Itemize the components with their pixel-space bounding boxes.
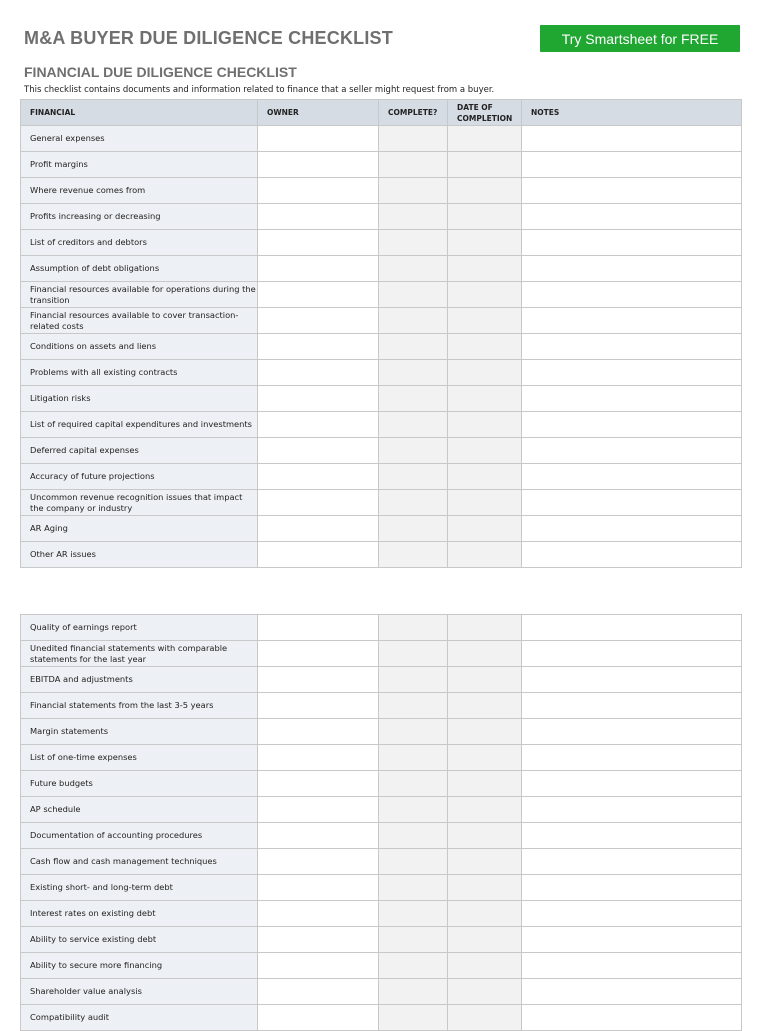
notes-cell[interactable] — [522, 771, 742, 797]
complete-cell[interactable] — [379, 256, 448, 282]
complete-cell[interactable] — [379, 412, 448, 438]
checklist-item-label: Financial resources available for operations during the transition — [21, 282, 258, 308]
complete-cell[interactable] — [379, 745, 448, 771]
complete-cell[interactable] — [379, 386, 448, 412]
complete-cell[interactable] — [379, 490, 448, 516]
table-row — [21, 464, 742, 490]
date-of-completion-cell[interactable] — [448, 386, 522, 412]
column-header-date-of-completion: DATE OF COMPLETION — [448, 100, 522, 126]
checklist-item-label: Problems with all existing contracts — [21, 360, 258, 386]
checklist-item-label: Where revenue comes from — [21, 178, 258, 204]
owner-cell[interactable] — [258, 464, 379, 490]
complete-cell[interactable] — [379, 927, 448, 953]
complete-cell[interactable] — [379, 308, 448, 334]
owner-cell[interactable] — [258, 693, 379, 719]
checklist-item-label: Documentation of accounting procedures — [21, 823, 258, 849]
complete-cell[interactable] — [379, 693, 448, 719]
table-row — [21, 849, 742, 875]
complete-cell[interactable] — [379, 823, 448, 849]
date-of-completion-cell[interactable] — [448, 334, 522, 360]
table-row — [21, 152, 742, 178]
notes-cell[interactable] — [522, 927, 742, 953]
date-of-completion-cell[interactable] — [448, 282, 522, 308]
table-row — [21, 901, 742, 927]
complete-cell[interactable] — [379, 542, 448, 568]
notes-cell[interactable] — [522, 360, 742, 386]
date-of-completion-cell[interactable] — [448, 360, 522, 386]
owner-cell[interactable] — [258, 823, 379, 849]
complete-cell[interactable] — [379, 230, 448, 256]
table-row — [21, 334, 742, 360]
checklist-item-label: AR Aging — [21, 516, 258, 542]
date-of-completion-cell[interactable] — [448, 745, 522, 771]
date-of-completion-cell[interactable] — [448, 875, 522, 901]
complete-cell[interactable] — [379, 438, 448, 464]
date-of-completion-cell[interactable] — [448, 542, 522, 568]
complete-cell[interactable] — [379, 360, 448, 386]
owner-cell[interactable] — [258, 412, 379, 438]
complete-cell[interactable] — [379, 719, 448, 745]
table-row — [21, 953, 742, 979]
table-row — [21, 1005, 742, 1031]
date-of-completion-cell[interactable] — [448, 230, 522, 256]
complete-cell[interactable] — [379, 282, 448, 308]
notes-cell[interactable] — [522, 823, 742, 849]
owner-cell[interactable] — [258, 334, 379, 360]
checklist-item-label: Financial resources available to cover transaction-related costs — [21, 308, 258, 334]
table-row — [21, 797, 742, 823]
date-of-completion-cell[interactable] — [448, 1005, 522, 1031]
owner-cell[interactable] — [258, 282, 379, 308]
date-of-completion-cell[interactable] — [448, 667, 522, 693]
table-row — [21, 771, 742, 797]
owner-cell[interactable] — [258, 542, 379, 568]
owner-cell[interactable] — [258, 615, 379, 641]
complete-cell[interactable] — [379, 667, 448, 693]
owner-cell[interactable] — [258, 178, 379, 204]
date-of-completion-cell[interactable] — [448, 308, 522, 334]
table-row — [21, 516, 742, 542]
date-of-completion-cell[interactable] — [448, 152, 522, 178]
date-of-completion-cell[interactable] — [448, 412, 522, 438]
owner-cell[interactable] — [258, 641, 379, 667]
owner-cell[interactable] — [258, 719, 379, 745]
checklist-item-label: AP schedule — [21, 797, 258, 823]
notes-cell[interactable] — [522, 641, 742, 667]
complete-cell[interactable] — [379, 849, 448, 875]
table-row — [21, 438, 742, 464]
checklist-item-label: Cash flow and cash management techniques — [21, 849, 258, 875]
complete-cell[interactable] — [379, 152, 448, 178]
complete-cell[interactable] — [379, 615, 448, 641]
notes-cell[interactable] — [522, 464, 742, 490]
checklist-item-label: Quality of earnings report — [21, 615, 258, 641]
notes-cell[interactable] — [522, 204, 742, 230]
date-of-completion-cell[interactable] — [448, 464, 522, 490]
table-row — [21, 490, 742, 516]
complete-cell[interactable] — [379, 516, 448, 542]
notes-cell[interactable] — [522, 797, 742, 823]
section-subtitle: FINANCIAL DUE DILIGENCE CHECKLIST — [24, 64, 297, 80]
owner-cell[interactable] — [258, 438, 379, 464]
notes-cell[interactable] — [522, 178, 742, 204]
checklist-item-label: Assumption of debt obligations — [21, 256, 258, 282]
date-of-completion-cell[interactable] — [448, 204, 522, 230]
checklist-description: This checklist contains documents and information related to finance that a seller might request from a buyer. — [24, 85, 495, 95]
table-row — [21, 308, 742, 334]
complete-cell[interactable] — [379, 126, 448, 152]
date-of-completion-cell[interactable] — [448, 615, 522, 641]
notes-cell[interactable] — [522, 516, 742, 542]
complete-cell[interactable] — [379, 953, 448, 979]
table-row — [21, 256, 742, 282]
checklist-item-label: Ability to service existing debt — [21, 927, 258, 953]
notes-cell[interactable] — [522, 901, 742, 927]
date-of-completion-cell[interactable] — [448, 927, 522, 953]
date-of-completion-cell[interactable] — [448, 641, 522, 667]
checklist-item-label: Ability to secure more financing — [21, 953, 258, 979]
table-row — [21, 615, 742, 641]
checklist-item-label: Existing short- and long-term debt — [21, 875, 258, 901]
checklist-item-label: General expenses — [21, 126, 258, 152]
checklist-item-label: Other AR issues — [21, 542, 258, 568]
table-row — [21, 823, 742, 849]
notes-cell[interactable] — [522, 490, 742, 516]
owner-cell[interactable] — [258, 849, 379, 875]
notes-cell[interactable] — [522, 542, 742, 568]
checklist-item-label: Future budgets — [21, 771, 258, 797]
table-row — [21, 875, 742, 901]
table-row — [21, 178, 742, 204]
date-of-completion-cell[interactable] — [448, 953, 522, 979]
page-title: M&A BUYER DUE DILIGENCE CHECKLIST — [24, 28, 393, 48]
notes-cell[interactable] — [522, 953, 742, 979]
owner-cell[interactable] — [258, 308, 379, 334]
column-header-notes: NOTES — [522, 100, 742, 126]
complete-cell[interactable] — [379, 771, 448, 797]
notes-cell[interactable] — [522, 152, 742, 178]
notes-cell[interactable] — [522, 693, 742, 719]
date-of-completion-cell[interactable] — [448, 771, 522, 797]
complete-cell[interactable] — [379, 641, 448, 667]
column-header-financial: FINANCIAL — [21, 100, 258, 126]
notes-cell[interactable] — [522, 256, 742, 282]
table-row — [21, 719, 742, 745]
owner-cell[interactable] — [258, 516, 379, 542]
complete-cell[interactable] — [379, 901, 448, 927]
checklist-item-label: Margin statements — [21, 719, 258, 745]
complete-cell[interactable] — [379, 334, 448, 360]
checklist-item-label: Financial statements from the last 3-5 years — [21, 693, 258, 719]
table-row — [21, 386, 742, 412]
table-row — [21, 282, 742, 308]
notes-cell[interactable] — [522, 719, 742, 745]
date-of-completion-cell[interactable] — [448, 178, 522, 204]
checklist-table-1 — [20, 99, 742, 568]
owner-cell[interactable] — [258, 979, 379, 1005]
owner-cell[interactable] — [258, 256, 379, 282]
complete-cell[interactable] — [379, 797, 448, 823]
notes-cell[interactable] — [522, 979, 742, 1005]
owner-cell[interactable] — [258, 745, 379, 771]
date-of-completion-cell[interactable] — [448, 849, 522, 875]
try-smartsheet-button[interactable]: Try Smartsheet for FREE — [540, 25, 740, 52]
owner-cell[interactable] — [258, 875, 379, 901]
owner-cell[interactable] — [258, 230, 379, 256]
table-row — [21, 745, 742, 771]
notes-cell[interactable] — [522, 386, 742, 412]
checklist-item-label: List of creditors and debtors — [21, 230, 258, 256]
notes-cell[interactable] — [522, 438, 742, 464]
complete-cell[interactable] — [379, 204, 448, 230]
date-of-completion-cell[interactable] — [448, 693, 522, 719]
notes-cell[interactable] — [522, 308, 742, 334]
complete-cell[interactable] — [379, 464, 448, 490]
table-row — [21, 412, 742, 438]
date-of-completion-cell[interactable] — [448, 256, 522, 282]
checklist-item-label: Deferred capital expenses — [21, 438, 258, 464]
checklist-item-label: List of required capital expenditures and investments — [21, 412, 258, 438]
checklist-item-label: List of one-time expenses — [21, 745, 258, 771]
owner-cell[interactable] — [258, 953, 379, 979]
checklist-item-label: Litigation risks — [21, 386, 258, 412]
checklist-item-label: Conditions on assets and liens — [21, 334, 258, 360]
checklist-item-label: Compatibility audit — [21, 1005, 258, 1031]
checklist-item-label: Uncommon revenue recognition issues that impact the company or industry — [21, 490, 258, 516]
complete-cell[interactable] — [379, 875, 448, 901]
notes-cell[interactable] — [522, 615, 742, 641]
checklist-item-label: Shareholder value analysis — [21, 979, 258, 1005]
checklist-item-label: Accuracy of future projections — [21, 464, 258, 490]
notes-cell[interactable] — [522, 412, 742, 438]
owner-cell[interactable] — [258, 901, 379, 927]
table-row — [21, 927, 742, 953]
complete-cell[interactable] — [379, 1005, 448, 1031]
checklist-item-label: Interest rates on existing debt — [21, 901, 258, 927]
checklist-table-2 — [20, 614, 742, 1031]
date-of-completion-cell[interactable] — [448, 490, 522, 516]
owner-cell[interactable] — [258, 771, 379, 797]
date-of-completion-cell[interactable] — [448, 516, 522, 542]
checklist-item-label: Unedited financial statements with comparable statements for the last year — [21, 641, 258, 667]
date-of-completion-cell[interactable] — [448, 979, 522, 1005]
owner-cell[interactable] — [258, 797, 379, 823]
table-row — [21, 126, 742, 152]
table-row — [21, 693, 742, 719]
notes-cell[interactable] — [522, 126, 742, 152]
complete-cell[interactable] — [379, 979, 448, 1005]
owner-cell[interactable] — [258, 667, 379, 693]
checklist-item-label: Profit margins — [21, 152, 258, 178]
owner-cell[interactable] — [258, 152, 379, 178]
table-row — [21, 641, 742, 667]
owner-cell[interactable] — [258, 126, 379, 152]
date-of-completion-cell[interactable] — [448, 438, 522, 464]
notes-cell[interactable] — [522, 334, 742, 360]
owner-cell[interactable] — [258, 927, 379, 953]
date-of-completion-cell[interactable] — [448, 719, 522, 745]
owner-cell[interactable] — [258, 360, 379, 386]
owner-cell[interactable] — [258, 386, 379, 412]
owner-cell[interactable] — [258, 1005, 379, 1031]
notes-cell[interactable] — [522, 745, 742, 771]
notes-cell[interactable] — [522, 875, 742, 901]
date-of-completion-cell[interactable] — [448, 823, 522, 849]
column-header-owner: OWNER — [258, 100, 379, 126]
date-of-completion-cell[interactable] — [448, 126, 522, 152]
table-row — [21, 204, 742, 230]
owner-cell[interactable] — [258, 204, 379, 230]
table-row — [21, 667, 742, 693]
column-header-complete: COMPLETE? — [379, 100, 448, 126]
notes-cell[interactable] — [522, 667, 742, 693]
table-row — [21, 360, 742, 386]
table-row — [21, 979, 742, 1005]
notes-cell[interactable] — [522, 230, 742, 256]
checklist-item-label: Profits increasing or decreasing — [21, 204, 258, 230]
checklist-item-label: EBITDA and adjustments — [21, 667, 258, 693]
notes-cell[interactable] — [522, 849, 742, 875]
date-of-completion-cell[interactable] — [448, 901, 522, 927]
notes-cell[interactable] — [522, 282, 742, 308]
complete-cell[interactable] — [379, 178, 448, 204]
owner-cell[interactable] — [258, 490, 379, 516]
date-of-completion-cell[interactable] — [448, 797, 522, 823]
table-header-row — [21, 100, 742, 126]
notes-cell[interactable] — [522, 1005, 742, 1031]
table-row — [21, 542, 742, 568]
table-row — [21, 230, 742, 256]
